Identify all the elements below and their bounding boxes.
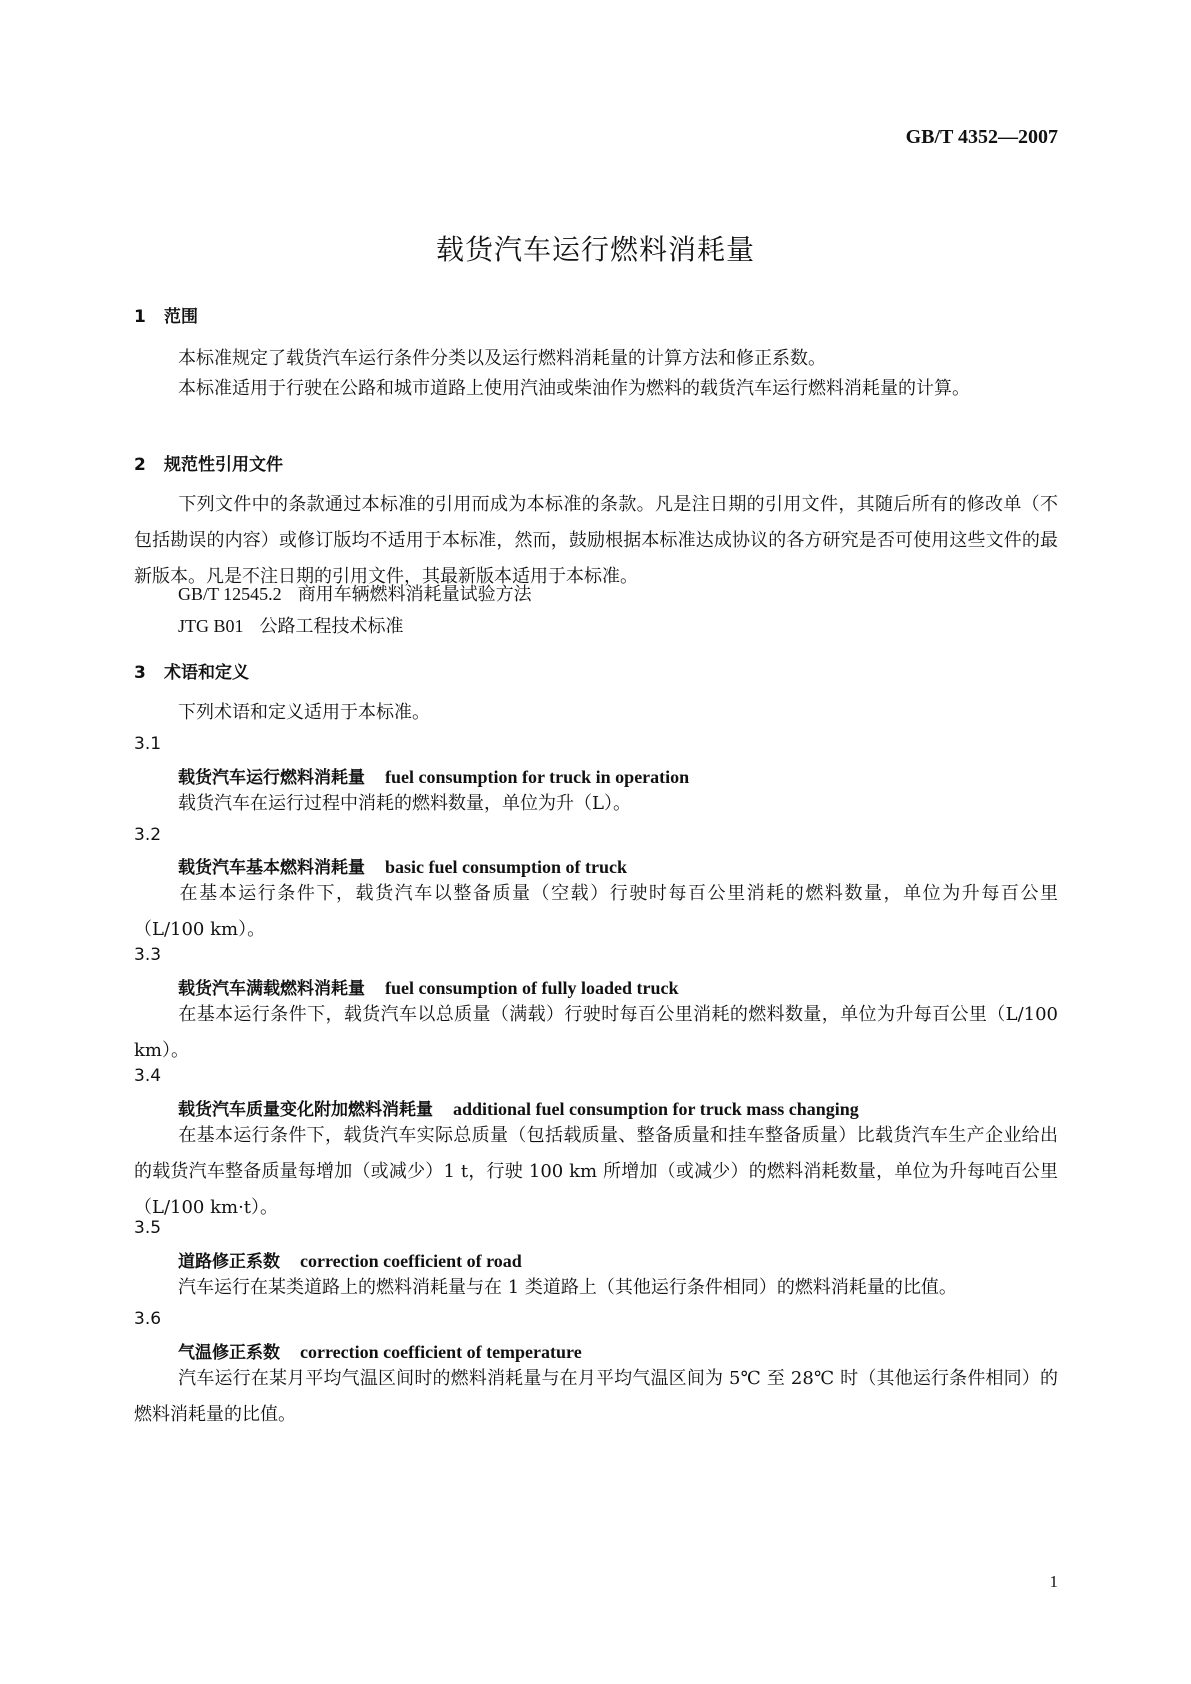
definition-text: 在基本运行条件下，载货汽车实际总质量（包括载质量、整备质量和挂车整备质量）比载货汽车生产企业给出的载货汽车整备质量每增加（或减少）1 t，行驶 100 km 所增加（或减少）的燃料消耗数量，单位为升每吨百公里（L/100 km·t）。	[134, 1125, 1058, 1218]
term-heading	[178, 1247, 522, 1272]
term-english: fuel consumption for truck in operation	[385, 767, 690, 787]
term-chinese: 道路修正系数	[178, 1252, 280, 1272]
term-english: fuel consumption of fully loaded truck	[385, 978, 679, 998]
term-heading	[178, 1095, 859, 1120]
normative-reference	[178, 612, 404, 638]
section-title: 范围	[164, 307, 198, 327]
term-heading	[178, 1338, 582, 1363]
section-3-heading	[134, 658, 249, 683]
definition-text: 在基本运行条件下，载货汽车以整备质量（空载）行驶时每百公里消耗的燃料数量，单位为升每百公里（L/100 km）。	[134, 883, 1058, 940]
term-definition	[134, 1270, 1058, 1306]
section-1-heading	[134, 302, 198, 327]
term-number: 3.3	[134, 945, 162, 965]
term-definition	[134, 786, 1058, 822]
document-title: 载货汽车运行燃料消耗量	[435, 233, 755, 266]
term-definition	[134, 1118, 1058, 1226]
section-number: 2	[134, 455, 146, 475]
term-english: basic fuel consumption of truck	[385, 857, 628, 877]
reference-title: 公路工程技术标准	[259, 616, 404, 637]
term-number: 3.6	[134, 1309, 162, 1329]
term-number: 3.5	[134, 1218, 162, 1238]
definition-text: 汽车运行在某类道路上的燃料消耗量与在 1 类道路上（其他运行条件相同）的燃料消耗量的比值。	[178, 1277, 957, 1298]
section-number: 3	[134, 663, 146, 683]
normative-reference	[178, 580, 532, 606]
definition-text: 载货汽车在运行过程中消耗的燃料数量，单位为升（L）。	[178, 793, 631, 814]
section-3-intro	[134, 695, 1058, 731]
page-number: 1	[1049, 1572, 1058, 1591]
term-heading	[178, 853, 627, 878]
term-english: additional fuel consumption for truck mass changing	[453, 1099, 859, 1119]
definition-text: 在基本运行条件下，载货汽车以总质量（满载）行驶时每百公里消耗的燃料数量，单位为升每百公里（L/100 km）。	[134, 1004, 1058, 1061]
paragraph-text: 本标准适用于行驶在公路和城市道路上使用汽油或柴油作为燃料的载货汽车运行燃料消耗量的计算。	[178, 378, 970, 399]
paragraph-text: 本标准规定了载货汽车运行条件分类以及运行燃料消耗量的计算方法和修正系数。	[178, 348, 826, 369]
term-english: correction coefficient of temperature	[300, 1342, 582, 1362]
paragraph-text: 下列文件中的条款通过本标准的引用而成为本标准的条款。凡是注日期的引用文件，其随后所有的修改单（不包括勘误的内容）或修订版均不适用于本标准，然而，鼓励根据本标准达成协议的各方研究是否可使用这些文件的最新版本。凡是不注日期的引用文件，其最新版本适用于本标准。	[134, 494, 1058, 587]
term-chinese: 载货汽车质量变化附加燃料消耗量	[178, 1100, 433, 1120]
definition-text: 汽车运行在某月平均气温区间时的燃料消耗量与在月平均气温区间为 5℃ 至 28℃ 时（其他运行条件相同）的燃料消耗量的比值。	[134, 1368, 1058, 1425]
term-english: correction coefficient of road	[300, 1251, 522, 1271]
section-2-paragraph	[134, 487, 1058, 595]
section-title: 术语和定义	[164, 663, 249, 683]
paragraph-text: 下列术语和定义适用于本标准。	[178, 702, 430, 723]
term-definition	[134, 876, 1058, 948]
section-number: 1	[134, 307, 146, 327]
term-number: 3.4	[134, 1066, 162, 1086]
section-2-heading	[134, 450, 283, 475]
term-chinese: 载货汽车基本燃料消耗量	[178, 858, 365, 878]
term-heading	[178, 763, 689, 788]
term-heading	[178, 974, 679, 999]
term-definition	[134, 997, 1058, 1069]
reference-code: JTG B01	[178, 616, 244, 636]
term-chinese: 气温修正系数	[178, 1343, 280, 1363]
section-1-paragraph-2	[134, 371, 1058, 407]
term-number: 3.2	[134, 825, 162, 845]
standard-number: GB/T 4352—2007	[905, 126, 1058, 148]
term-number: 3.1	[134, 734, 162, 754]
section-title: 规范性引用文件	[164, 455, 283, 475]
term-definition	[134, 1361, 1058, 1433]
term-chinese: 载货汽车满载燃料消耗量	[178, 979, 365, 999]
term-chinese: 载货汽车运行燃料消耗量	[178, 768, 365, 788]
reference-title: 商用车辆燃料消耗量试验方法	[297, 584, 532, 605]
reference-code: GB/T 12545.2	[178, 584, 282, 604]
